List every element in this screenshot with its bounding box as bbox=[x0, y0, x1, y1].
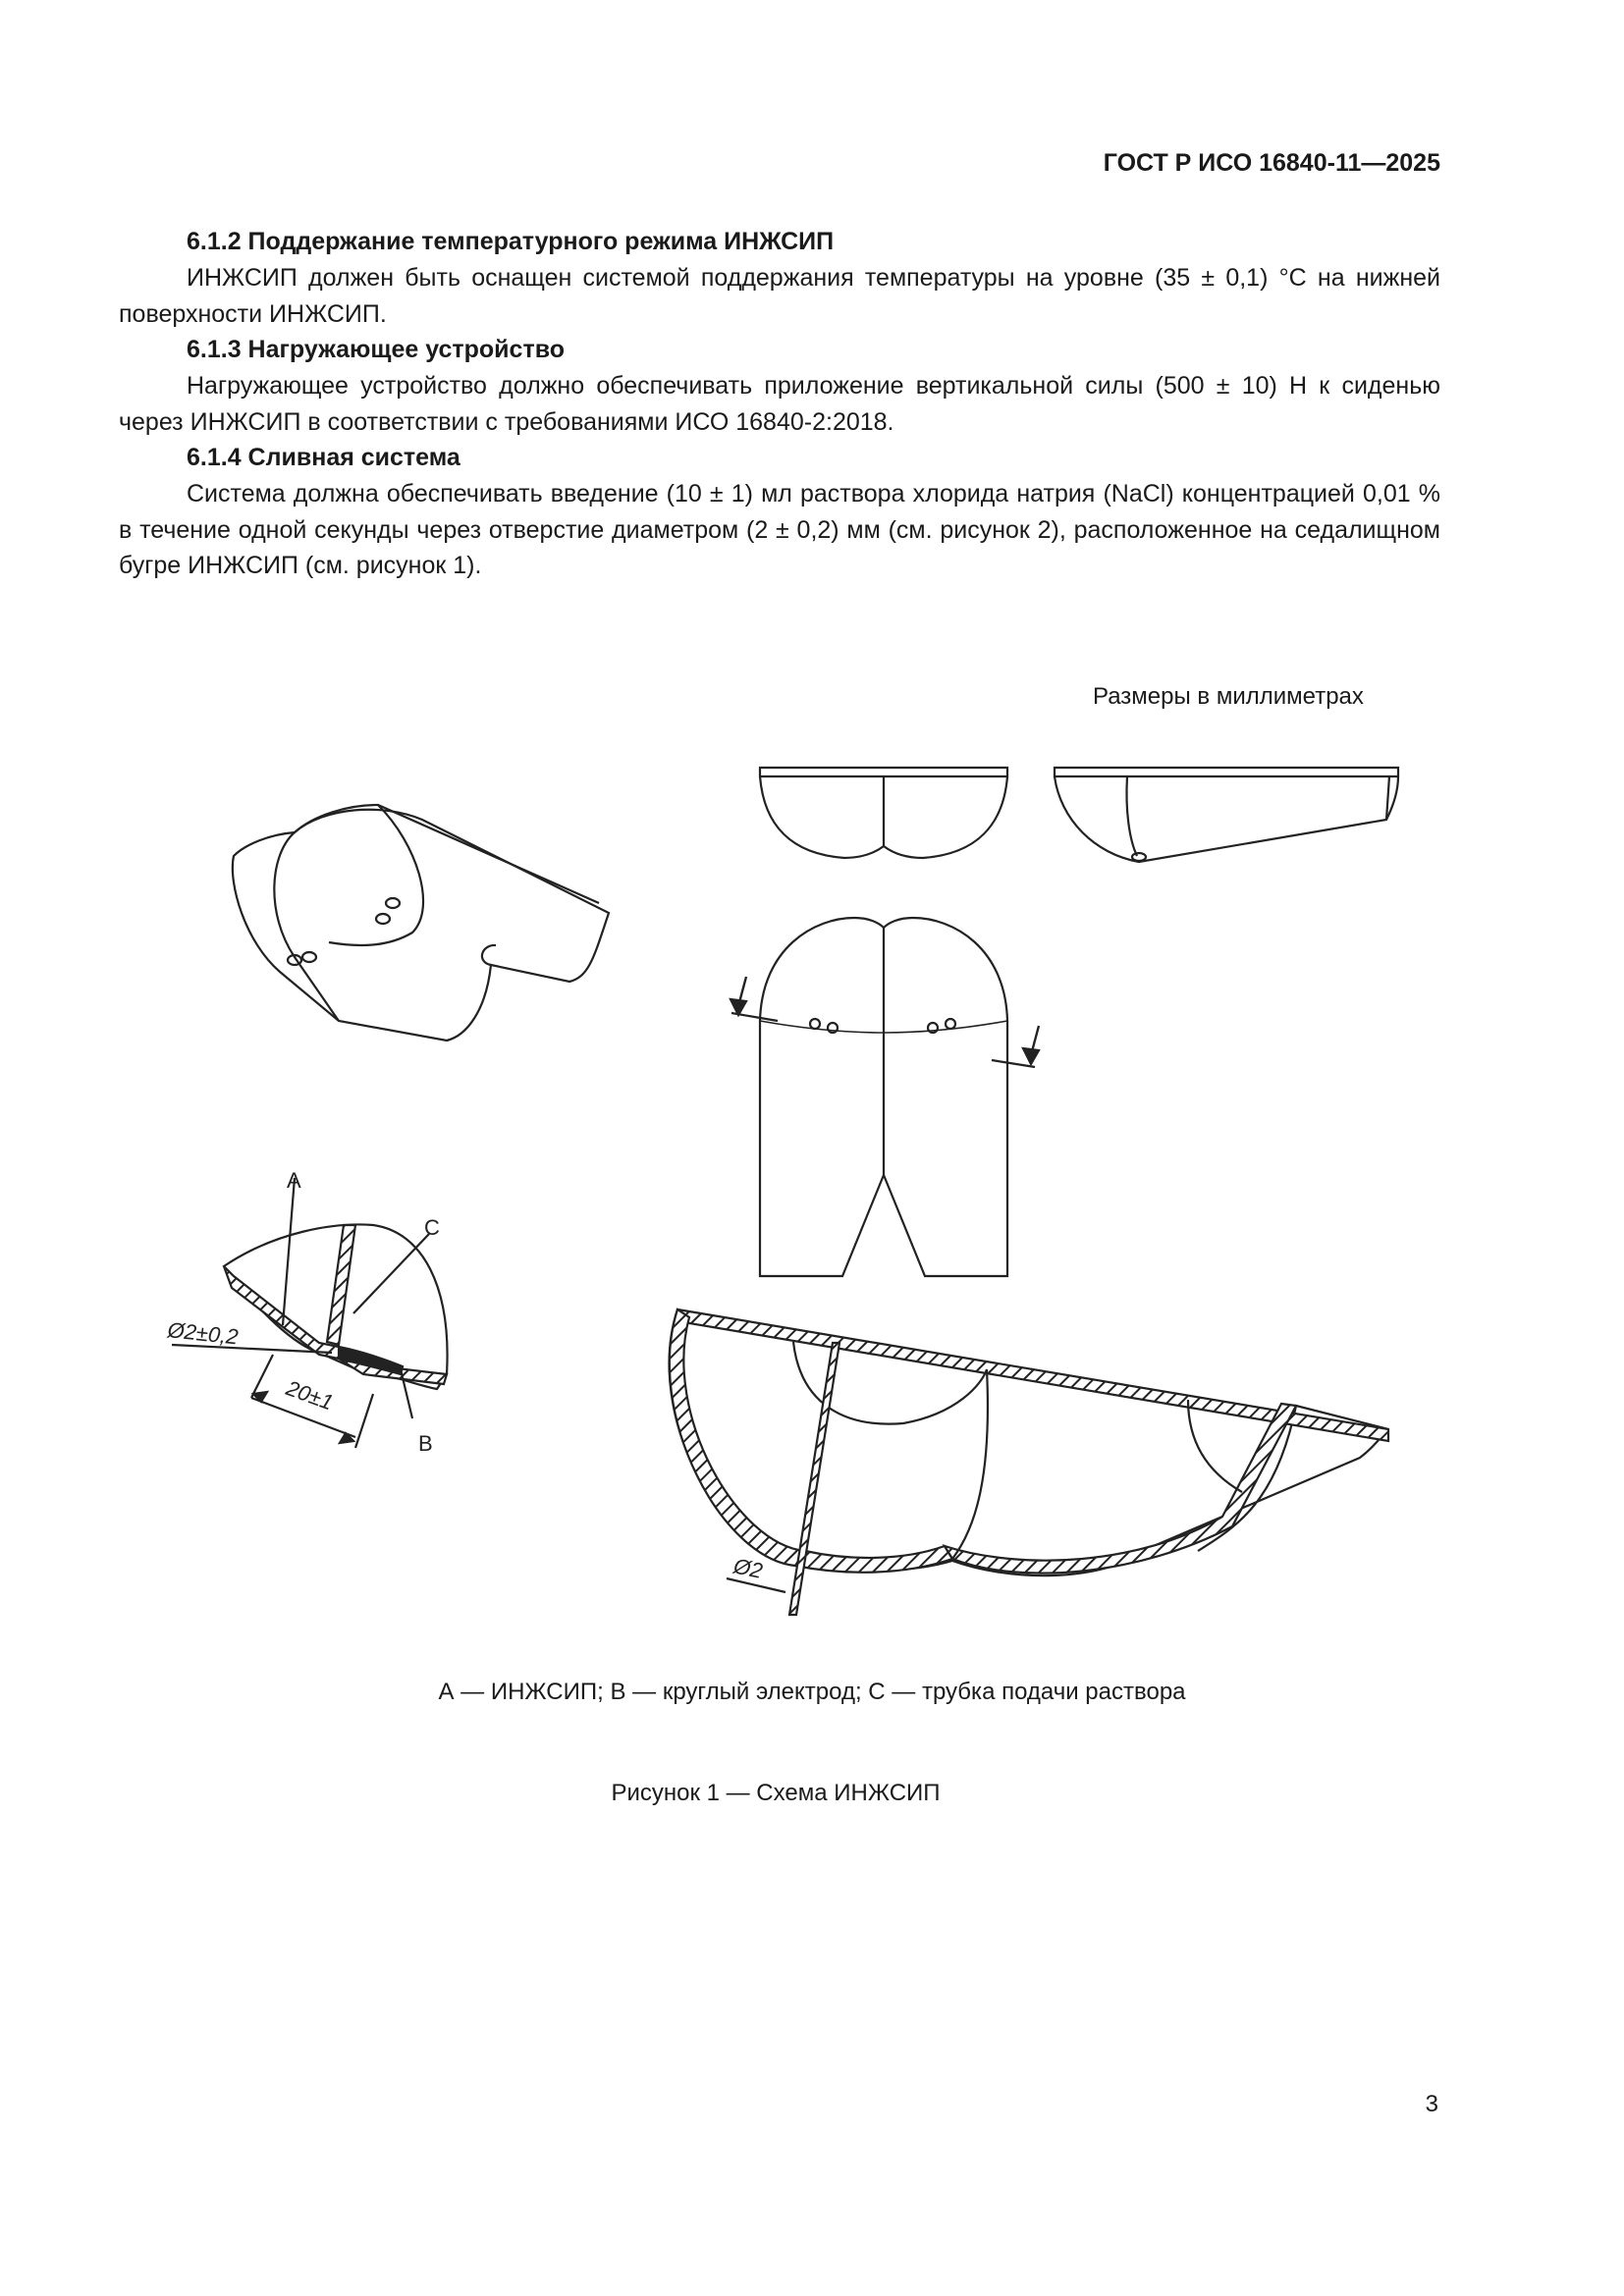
label-diam-tol: Ø2±0,2 bbox=[166, 1317, 240, 1350]
section-body-6-1-4: Система должна обеспечивать введение (10 ± 1) мл раствора хлорида натрия (NaCl) концентрацией 0,01 % в течение одной секунды через отверстие диаметром (2 ± 0,2) мм (см. рисунок 2), расположенное на седалищном бугре ИНЖСИП (см. рисунок 1). bbox=[119, 480, 1440, 579]
side-view bbox=[1055, 768, 1398, 862]
label-a: A bbox=[287, 1168, 301, 1193]
document-header: ГОСТ Р ИСО 16840-11—2025 bbox=[1103, 149, 1440, 177]
isometric-view bbox=[233, 805, 609, 1041]
electrode-hole bbox=[386, 898, 400, 908]
section-view bbox=[670, 1309, 1388, 1615]
electrode-hole bbox=[302, 952, 316, 962]
electrode-hole bbox=[1132, 853, 1146, 861]
dimensions-note: Размеры в миллиметрах bbox=[1093, 683, 1364, 710]
section-heading-6-1-3: 6.1.3 Нагружающее устройство bbox=[187, 336, 565, 363]
label-b: B bbox=[418, 1431, 433, 1456]
section-body-6-1-2: ИНЖСИП должен быть оснащен системой поддержания температуры на уровне (35 ± 0,1) °С на нижней поверхности ИНЖСИП. bbox=[119, 264, 1440, 328]
label-length-tol: 20±1 bbox=[283, 1375, 337, 1415]
section-body-6-1-3: Нагружающее устройство должно обеспечивать приложение вертикальной силы (500 ± 10) Н к сиденью через ИНЖСИП в соответствии с требованиями ИСО 16840-2:2018. bbox=[119, 372, 1440, 436]
label-diam: Ø2 bbox=[731, 1553, 765, 1583]
top-view bbox=[731, 918, 1039, 1276]
section-heading-6-1-2: 6.1.2 Поддержание температурного режима ИНЖСИП bbox=[187, 228, 835, 255]
page-number: 3 bbox=[1425, 2091, 1438, 2117]
figure-caption: Рисунок 1 — Схема ИНЖСИП bbox=[611, 1780, 941, 1806]
front-view bbox=[760, 768, 1007, 858]
section-heading-6-1-4: 6.1.4 Сливная система bbox=[187, 444, 460, 471]
electrode-hole bbox=[376, 914, 390, 924]
label-c: C bbox=[424, 1215, 440, 1240]
figure-legend: А — ИНЖСИП; В — круглый электрод; С — трубка подачи раствора bbox=[438, 1679, 1186, 1705]
